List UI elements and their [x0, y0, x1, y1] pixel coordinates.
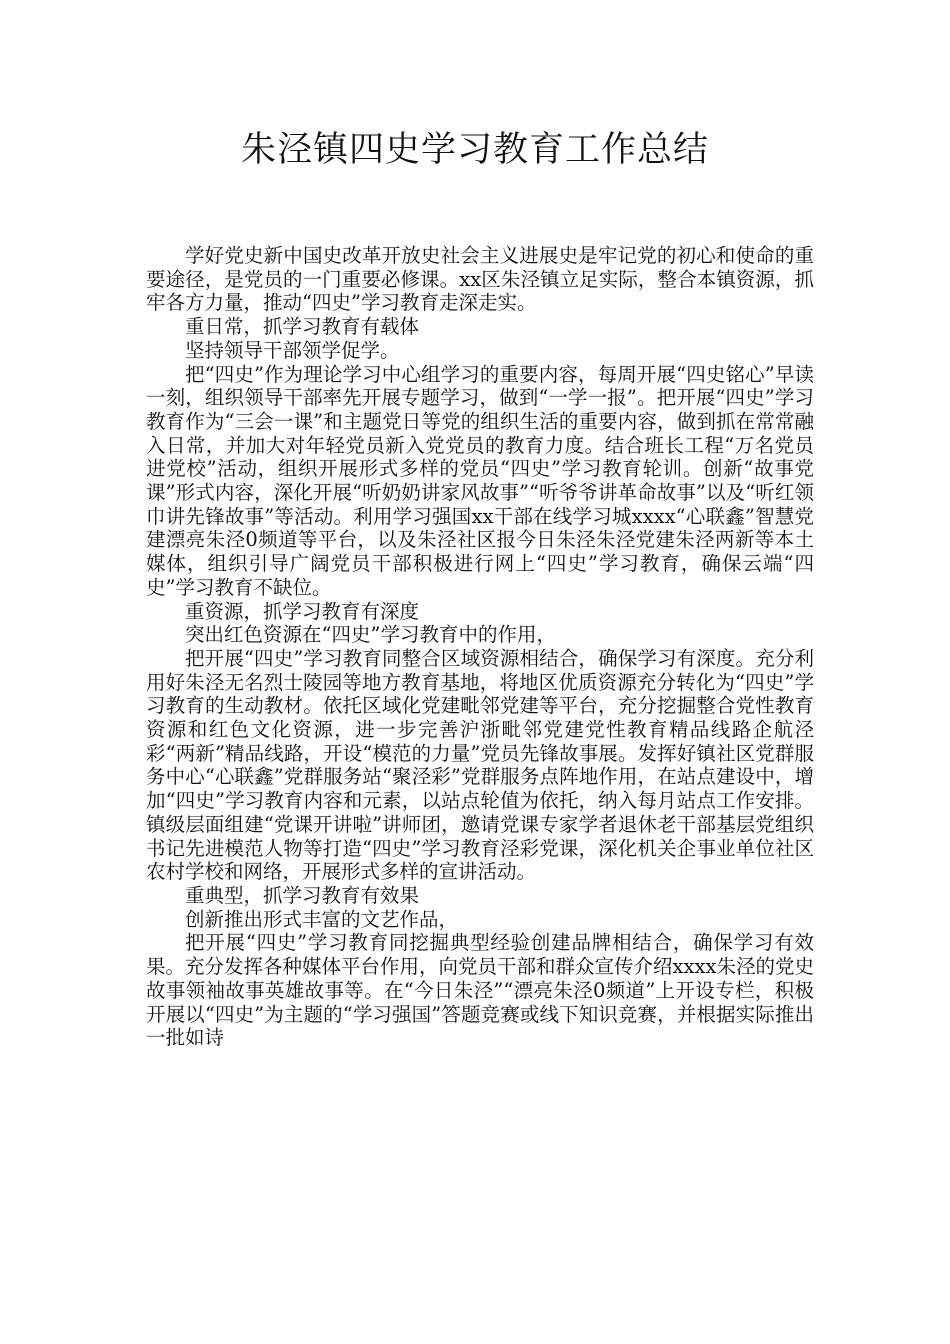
subheading-artworks: 创新推出形式丰富的文艺作品，	[185, 907, 459, 931]
document-body	[146, 244, 814, 1050]
section-heading-typical: 重典型，抓学习教育有效果	[185, 883, 420, 907]
paragraph-resources: 把开展“四史”学习教育同整合区域资源相结合，确保学习有深度。充分利用好朱泾无名烈士陵园等地方教育基地，将地区优质资源充分转化为“四史”学习教育的生动教材。依托区域化党建毗邻党建等平台，充分挖掘整合党性教育资源和红色文化资源，进一步完善沪浙毗邻党建党性教育精品线路企航泾彩“两新”精品线路，开设“模范的力量”党员先锋故事展。发挥好镇社区党群服务中心“心联鑫”党群服务站“聚泾彩”党群服务点阵地作用，在站点建设中，增加“四史”学习教育内容和元素，以站点轮值为依托，纳入每月站点工作安排。镇级层面组建“党课开讲啦”讲师团，邀请党课专家学者退休老干部基层党组织书记先进模范人物等打造“四史”学习教育泾彩党课，深化机关企事业单位社区农村学校和网络，开展形式多样的宣讲活动。	[146, 646, 814, 884]
paragraph-typical: 把开展“四史”学习教育同挖掘典型经验创建品牌相结合，确保学习有效果。充分发挥各种媒体平台作用，向党员干部和群众宣传介绍xxxx朱泾的党史故事领袖故事英雄故事等。在“今日朱泾”“漂亮朱泾0频道”上开设专栏，积极开展以“四史”为主题的“学习强国”答题竞赛或线下知识竞赛，并根据实际推出一批如诗	[146, 931, 814, 1050]
subheading-red-resources: 突出红色资源在“四史”学习教育中的作用，	[185, 623, 556, 647]
section-heading-daily: 重日常，抓学习教育有载体	[185, 315, 420, 339]
paragraph-intro: 学好党史新中国史改革开放史社会主义进展史是牢记党的初心和使命的重要途径，是党员的一门重要必修课。xx区朱泾镇立足实际，整合本镇资源，抓牢各方力量，推动“四史”学习教育走深走实。	[146, 244, 814, 315]
section-heading-resources: 重资源，抓学习教育有深度	[185, 599, 420, 623]
paragraph-daily-study: 把“四史”作为理论学习中心组学习的重要内容，每周开展“四史铭心”早读一刻，组织领导干部率先开展专题学习，做到“一学一报”。把开展“四史”学习教育作为“三会一课”和主题党日等党的组织生活的重要内容，做到抓在常常融入日常，并加大对年轻党员新入党党员的教育力度。结合班长工程“万名党员进党校”活动，组织开展形式多样的党员“四史”学习教育轮训。创新“故事党课”形式内容，深化开展“听奶奶讲家风故事”“听爷爷讲革命故事”以及“听红领巾讲先锋故事”等活动。利用学习强国xx干部在线学习城xxxx“心联鑫”智慧党建漂亮朱泾0频道等平台，以及朱泾社区报今日朱泾朱泾党建朱泾两新等本土媒体，组织引导广阔党员干部积极进行网上“四史”学习教育，确保云端“四史”学习教育不缺位。	[146, 362, 814, 599]
subheading-leadership: 坚持领导干部领学促学。	[185, 338, 400, 362]
document-title: 朱泾镇四史学习教育工作总结	[240, 130, 709, 170]
